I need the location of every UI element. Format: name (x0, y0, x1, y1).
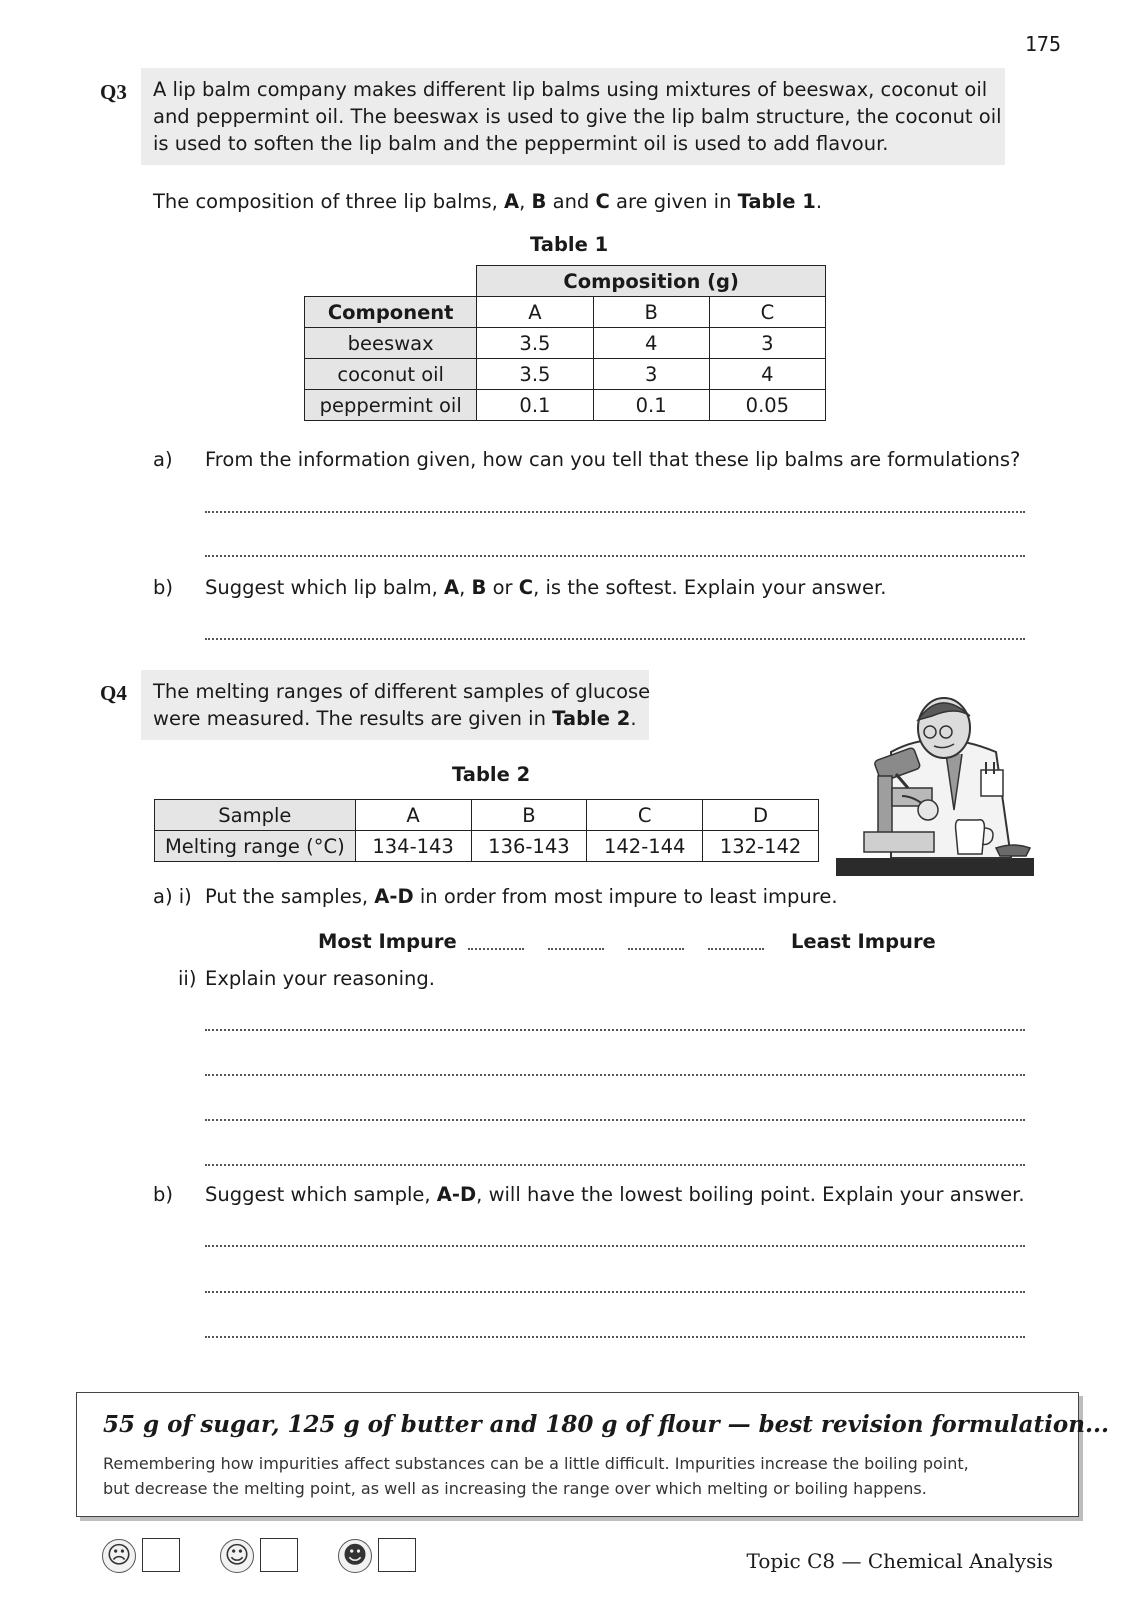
table1-col-header: C (709, 297, 825, 328)
q4ai-label: a) i) (153, 885, 192, 908)
q4aii-answer-line-3[interactable] (205, 1119, 1025, 1121)
q3-intro-box (141, 68, 1005, 165)
table1-cell: 3.5 (477, 359, 593, 390)
table2-sample: A (355, 800, 471, 831)
table2-sample: D (703, 800, 819, 831)
order-answer-slot-1[interactable] (468, 948, 524, 950)
q3b-question: Suggest which lip balm, A, B or C, is the softest. Explain your answer. (205, 576, 887, 599)
q3-intro-line-2: and peppermint oil. The beeswax is used to give the lip balm structure, the coconut oil (153, 105, 1002, 128)
q4aii-label: ii) (178, 967, 197, 990)
table2-sample: B (471, 800, 587, 831)
table1-row-name: peppermint oil (305, 390, 477, 421)
revision-tip-line-2: but decrease the melting point, as well as increasing the range over which melting or boiling happens. (103, 1479, 927, 1498)
table2-range: 142-144 (587, 831, 703, 862)
table1-cell: 3.5 (477, 328, 593, 359)
q4b-label: b) (153, 1183, 173, 1206)
q3-label: Q3 (100, 80, 127, 104)
table2-caption: Table 2 (452, 763, 531, 786)
order-answer-slot-2[interactable] (548, 948, 604, 950)
q3a-answer-line-1[interactable] (205, 511, 1025, 513)
table-row (155, 800, 819, 831)
revision-tip-heading: 55 g of sugar, 125 g of butter and 180 g of flour — best revision formulation... (103, 1411, 1110, 1438)
table1-cell: 4 (709, 359, 825, 390)
winking-face-icon: ☻ (338, 1539, 372, 1573)
table1-col-header: B (593, 297, 709, 328)
table1-caption: Table 1 (530, 233, 609, 256)
table1-cell: 0.1 (477, 390, 593, 421)
table-row (305, 359, 826, 390)
q3-intro-line-1: A lip balm company makes different lip balms using mixtures of beeswax, coconut oil (153, 78, 988, 101)
order-least-impure-label: Least Impure (791, 930, 936, 953)
order-answer-slot-4[interactable] (708, 948, 764, 950)
q3a-answer-line-2[interactable] (205, 555, 1025, 557)
q4-label: Q4 (100, 681, 127, 705)
table1-cell: 3 (709, 328, 825, 359)
table1-group-header: Composition (g) (477, 266, 826, 297)
q3-intro-line-3: is used to soften the lip balm and the peppermint oil is used to add flavour. (153, 132, 889, 155)
table1 (304, 265, 826, 421)
table2-sample: C (587, 800, 703, 831)
table1-row-name: coconut oil (305, 359, 477, 390)
q4b-answer-line-3[interactable] (205, 1336, 1025, 1338)
table1-cell: 0.05 (709, 390, 825, 421)
q4ai-question: Put the samples, A-D in order from most impure to least impure. (205, 885, 838, 908)
q4-intro-line-2: were measured. The results are given in Table 2. (153, 707, 637, 730)
table2-range: 134-143 (355, 831, 471, 862)
q3a-label: a) (153, 448, 173, 471)
worried-face-icon: ☹ (102, 1539, 136, 1573)
q4aii-answer-line-1[interactable] (205, 1029, 1025, 1031)
table2-sample-header: Sample (155, 800, 356, 831)
q4-intro-line-1: The melting ranges of different samples of glucose (153, 680, 651, 703)
table-row (155, 831, 819, 862)
page-number: 175 (1024, 32, 1061, 56)
table1-row-name: beeswax (305, 328, 477, 359)
revision-tip-body (103, 1451, 969, 1501)
q3b-label: b) (153, 576, 173, 599)
topic-footer: Topic C8 — Chemical Analysis (746, 1549, 1053, 1573)
self-assessment-checkbox-3[interactable] (378, 1538, 416, 1572)
q4b-answer-line-2[interactable] (205, 1291, 1025, 1293)
table1-cell: 4 (593, 328, 709, 359)
q3b-answer-line[interactable] (205, 638, 1025, 640)
order-answer-slot-3[interactable] (628, 948, 684, 950)
q4-intro-box (141, 670, 649, 740)
table2-range-header: Melting range (°C) (155, 831, 356, 862)
revision-tip-line-1: Remembering how impurities affect substances can be a little difficult. Impurities increase the boiling point, (103, 1454, 969, 1473)
table2 (154, 799, 819, 862)
table-row (305, 390, 826, 421)
table2-range: 136-143 (471, 831, 587, 862)
q4b-answer-line-1[interactable] (205, 1245, 1025, 1247)
q4aii-answer-line-4[interactable] (205, 1164, 1025, 1166)
self-assessment-checkbox-2[interactable] (260, 1538, 298, 1572)
table1-component-header: Component (305, 297, 477, 328)
q4aii-answer-line-2[interactable] (205, 1074, 1025, 1076)
table1-cell: 0.1 (593, 390, 709, 421)
table1-blank-corner (305, 266, 477, 297)
q4b-question: Suggest which sample, A-D, will have the lowest boiling point. Explain your answer. (205, 1183, 1025, 1206)
scientist-microscope-illustration (836, 692, 1036, 878)
table-row (305, 328, 826, 359)
q3-composition-line: The composition of three lip balms, A, B and C are given in Table 1. (153, 190, 823, 213)
q4aii-question: Explain your reasoning. (205, 967, 435, 990)
table2-range: 132-142 (703, 831, 819, 862)
order-most-impure-label: Most Impure (318, 930, 457, 953)
table1-cell: 3 (593, 359, 709, 390)
neutral-face-icon: ☺ (220, 1539, 254, 1573)
q3a-question: From the information given, how can you tell that these lip balms are formulations? (205, 448, 1021, 471)
self-assessment-checkbox-1[interactable] (142, 1538, 180, 1572)
revision-tip-box (76, 1392, 1110, 1517)
table1-col-header: A (477, 297, 593, 328)
